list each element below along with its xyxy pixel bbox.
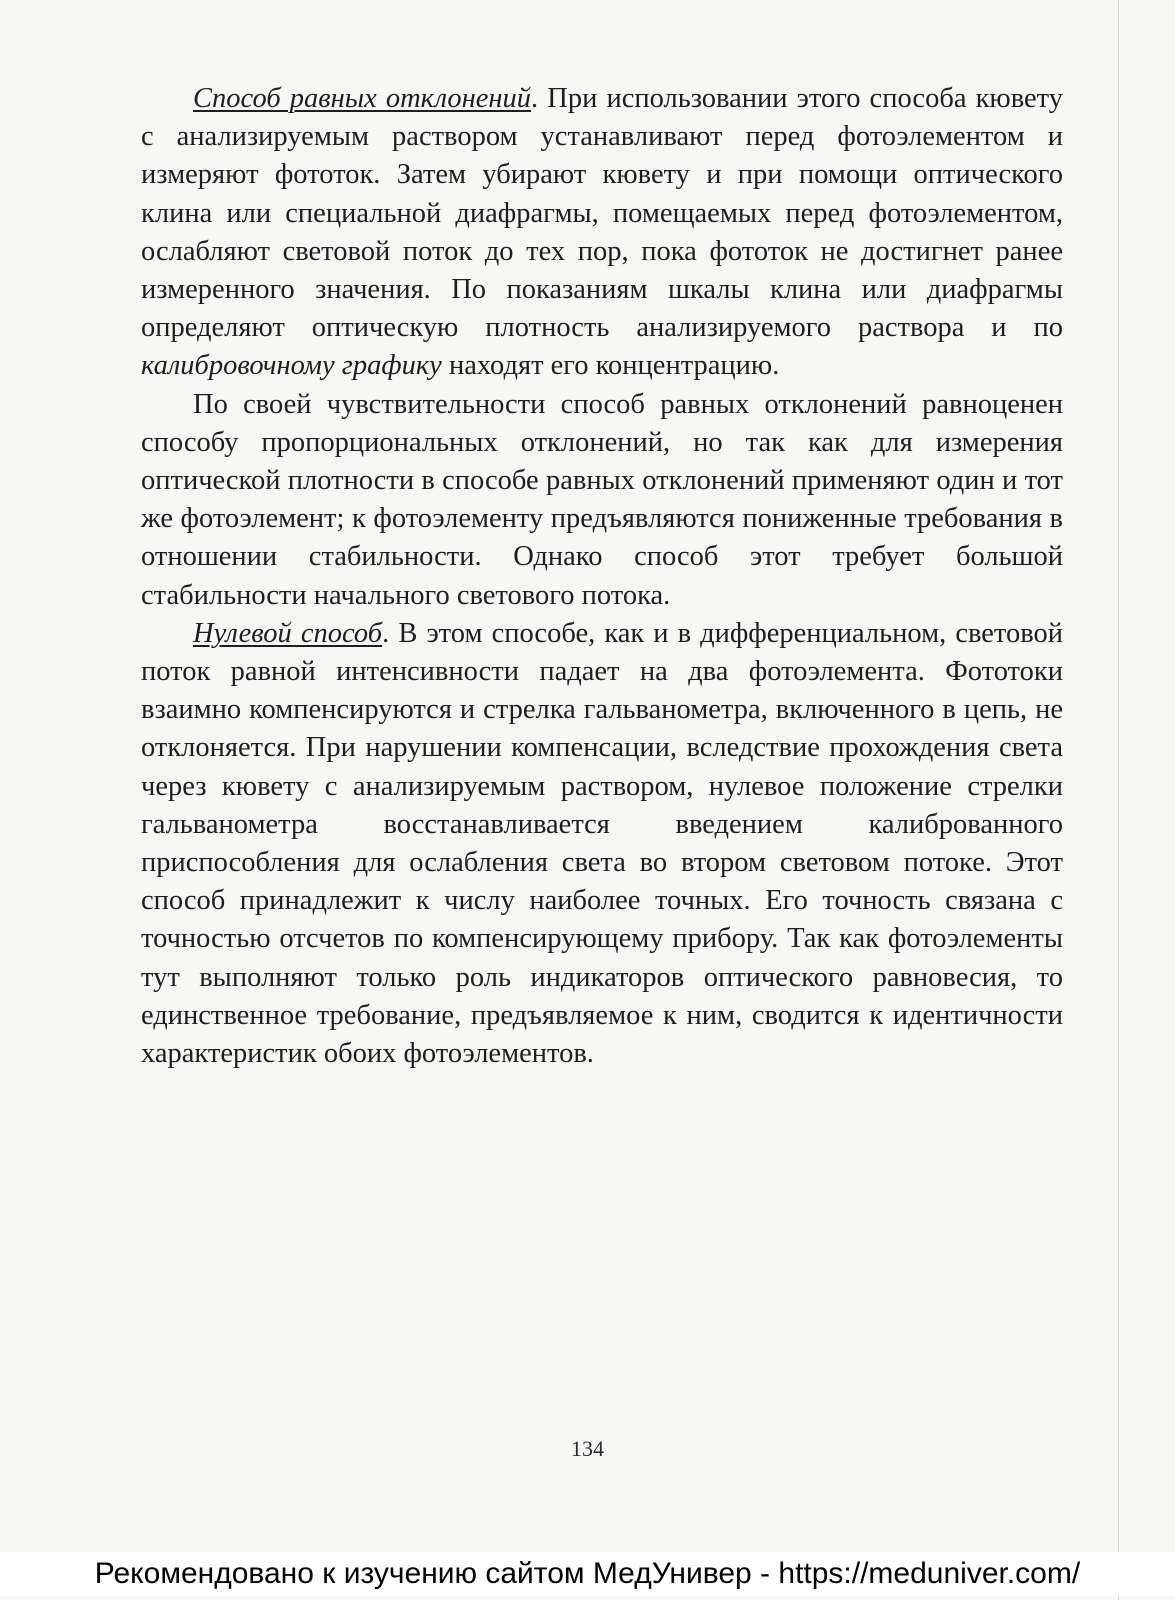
heading-punctuation: . (382, 617, 390, 649)
paragraph-equal-deviation-method (141, 80, 1063, 386)
page-number: 134 (571, 1436, 604, 1461)
scan-edge-mark (1118, 0, 1119, 1600)
heading-punctuation: . (531, 83, 539, 114)
italic-term-calibration-graph: калибровочному графику (141, 350, 442, 382)
heading-equal-deviation-method: Способ равных отклонений (193, 83, 532, 114)
body-text (141, 80, 1063, 1073)
paragraph-text: При использовании этого способа кювету с анализируемым раствором устанавливают перед фотоэлементом и измеряют фототок. Затем убирают кювету и при помощи оптического клина или специальной диафрагмы, помещаемых перед фотоэлементом, ослабляют световой поток до тех пор, пока фототок не достигнет ранее измеренного значения. По показаниям шкалы клина или диафрагмы определяют оптическую плотность анализируемого раствора и по (141, 83, 1063, 344)
paragraph-text: По своей чувствительности способ равных отклонений равноценен способу пропорциональных отклонений, но так как для измерения оптической плотности в способе равных отклонений применяют один и тот же фотоэлемент; к фотоэлементу предъявляются пониженные требования в отношении стабильности. Однако способ этот требует большой стабильности начального светового потока. (141, 388, 1063, 611)
paragraph-text: В этом способе, как и в дифференциальном, световой поток равной интенсивности падает на два фотоэлемента. Фототоки взаимно компенсируются и стрелка гальванометра, включенного в цепь, не отклоняется. При нарушении компенсации, вследствие прохождения света через кювету с анализируемым раствором, нулевое положение стрелки гальванометра восстанавливается введением калиброванного приспособления для ослабления света во втором световом потоке. Этот способ принадлежит к числу наиболее точных. Его точность связана с точностью отсчетов по компенсирующему прибору. Так как фотоэлементы тут выполняют только роль индикаторов оптического равновесия, то единственное требование, предъявляемое к ним, сводится к идентичности характеристик обоих фотоэлементов. (141, 617, 1064, 1070)
heading-null-method: Нулевой способ (193, 617, 383, 649)
footer-recommendation: Рекомендовано к изучению сайтом МедУнивер - https://meduniver.com/ (0, 1552, 1175, 1596)
paragraph-sensitivity (141, 386, 1063, 615)
paragraph-text-end: находят его концентрацию. (441, 350, 780, 382)
paragraph-null-method (141, 615, 1063, 1073)
